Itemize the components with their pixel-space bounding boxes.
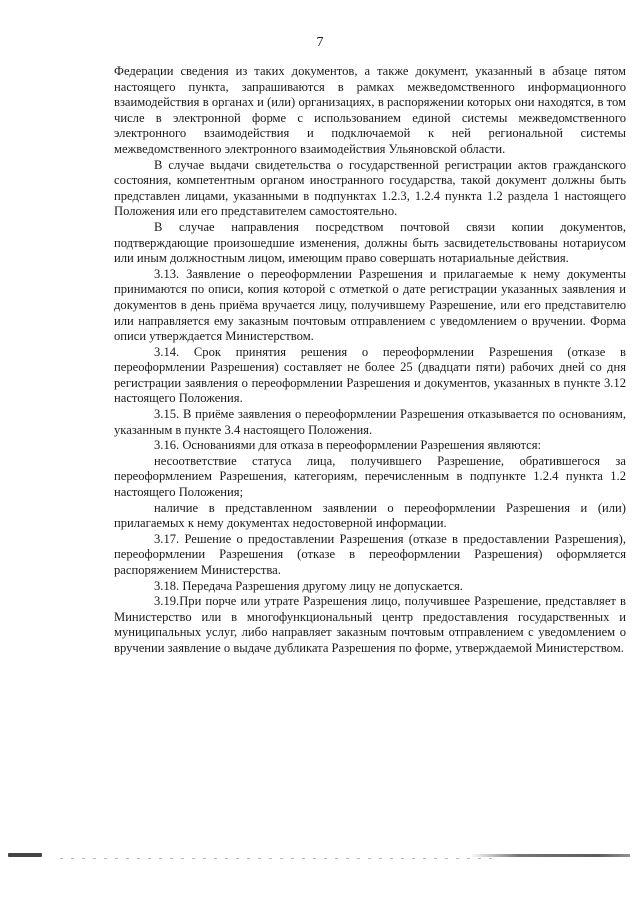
paragraph-3-16-false-info: наличие в представленном заявлении о переоформлении Разрешения и (или) прилагаемых к нему документах недостоверной информации. xyxy=(114,500,626,531)
scan-dotted-line xyxy=(60,858,500,859)
paragraph-continuation: Федерации сведения из таких документов, а также документ, указанный в абзаце пятом настоящего пункта, запрашиваются в рамках межведомственного информационного взаимодействия в органах и (или) организациях, в распоряжении которых они находятся, в том числе в электронной форме с использованием единой системы межведомственного электронного взаимодействия и подключаемой к ней региональной системы межведомственного электронного взаимодействия Ульяновской области. xyxy=(114,64,626,156)
page-number: 7 xyxy=(316,35,324,50)
paragraph-3-16-status: несоответствие статуса лица, получившего Разрешение, обратившегося за переоформлением Разрешения, категориям, перечисленным в подпункте 1.2.4 пункта 1.2 настоящего Положения; xyxy=(114,453,626,500)
paragraph-foreign-certificate: В случае выдачи свидетельства о государственной регистрации актов гражданского состояния, компетентным органом иностранного государства, такой документ должны быть представлен лицами, указанными в подпунктах 1.2.3, 1.2.4 пункта 1.2 раздела 1 настоящего Положения или его представителем самостоятельно. xyxy=(114,157,626,219)
paragraph-3-18: 3.18. Передача Разрешения другому лицу не допускается. xyxy=(154,578,463,593)
scan-mark-right xyxy=(470,854,630,857)
paragraph-3-17: 3.17. Решение о предоставлении Разрешения (отказе в предоставлении Разрешения), переоформлении Разрешения (отказе в переоформлении Разрешения) оформляется распоряжением Министерства. xyxy=(114,531,626,577)
paragraph-3-15: 3.15. В приёме заявления о переоформлении Разрешения отказывается по основаниям, указанным в пункте 3.4 настоящего Положения. xyxy=(114,407,626,437)
paragraph-3-19: 3.19.При порче или утрате Разрешения лицо, получившее Разрешение, представляет в Министерство или в многофункциональный центр предоставления государственных и муниципальных услуг, либо направляет заказным почтовым отправлением с уведомлением о вручении заявление о выдаче дубликата Разрешения по форме, утверждаемой Министерством. xyxy=(114,594,626,655)
paragraph-3-16: 3.16. Основаниями для отказа в переоформлении Разрешения являются: xyxy=(154,438,542,453)
document-body xyxy=(114,64,626,657)
paragraph-postal-copies: В случае направления посредством почтовой связи копии документов, подтверждающие произошедшие изменения, должны быть засвидетельствованы нотариусом или иным должностным лицом, имеющим право совершать нотариальные действия. xyxy=(114,219,626,266)
scan-mark-left xyxy=(8,853,42,857)
paragraph-3-13: 3.13. Заявление о переоформлении Разрешения и прилагаемые к нему документы принимаются по описи, копия которой с отметкой о дате регистрации указанных заявления и документов в день приёма вручается лицу, получившему Разрешение, или его представителю или направляется ему заказным почтовым отправлением с уведомлением о вручении. Форма описи утверждается Министерством. xyxy=(114,266,626,344)
paragraph-3-14: 3.14. Срок принятия решения о переоформлении Разрешения (отказе в переоформлении Разрешения) составляет не более 25 (двадцати пяти) рабочих дней со дня регистрации заявления о переоформлении Разрешения и документов, указанных в пункте 3.12 настоящего Положения. xyxy=(114,344,626,406)
scan-edge-artifact xyxy=(0,850,640,864)
